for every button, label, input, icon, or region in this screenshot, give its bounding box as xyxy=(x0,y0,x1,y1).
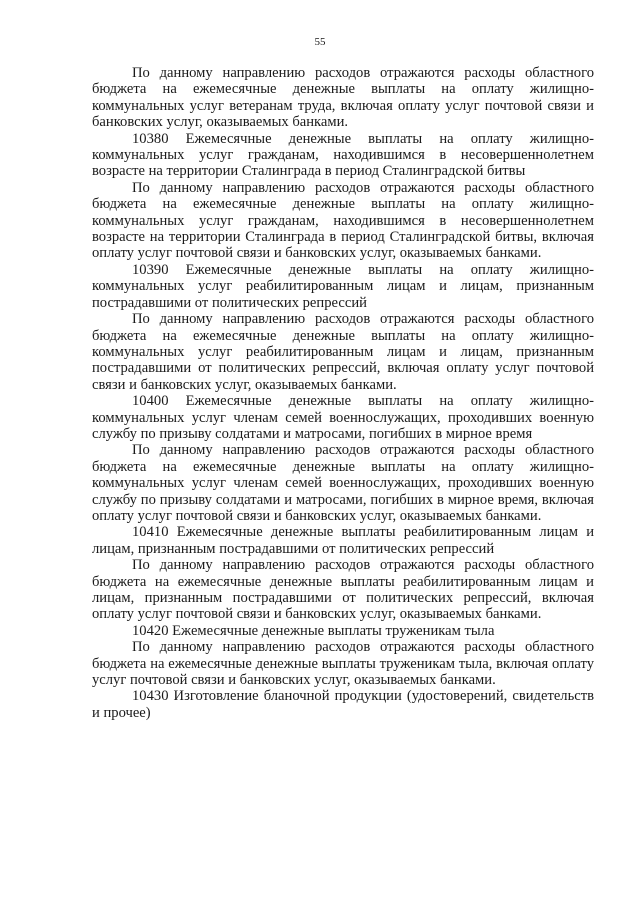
paragraph-expense-description: По данному направлению расходов отражаются расходы областного бюджета на ежемесячные денежные выплаты труженикам тыла, включая оплату услуг почтовой связи и банковских услуг, оказываемых банками. xyxy=(92,639,594,689)
paragraph-expense-description: По данному направлению расходов отражаются расходы областного бюджета на ежемесячные денежные выплаты на оплату жилищно-коммунальных услуг членам семей военнослужащих, проходивших военную службу по призыву солдатами и матросами, погибших в мирное время, включая оплату услуг почтовой связи и банковских услуг, оказываемых банками. xyxy=(92,442,594,524)
paragraph-code-10420-heading: 10420 Ежемесячные денежные выплаты труженикам тыла xyxy=(132,622,495,639)
paragraph-expense-description: По данному направлению расходов отражаются расходы областного бюджета на ежемесячные денежные выплаты на оплату жилищно-коммунальных услуг гражданам, находившимся в несовершеннолетнем возрасте на территории Сталинграда в период Сталинградской битвы, включая оплату услуг почтовой связи и банковских услуг, оказываемых банками. xyxy=(92,179,594,262)
paragraph-expense-description: По данному направлению расходов отражаются расходы областного бюджета на ежемесячные денежные выплаты на оплату жилищно-коммунальных услуг реабилитированным лицам и лицам, признанным пострадавшими от политических репрессий, включая оплату услуг почтовой связи и банковских услуг, оказываемых банками. xyxy=(92,311,594,393)
paragraph-code-10410-heading: 10410 Ежемесячные денежные выплаты реабилитированным лицам и лицам, признанным пострадавшими от политических репрессий xyxy=(92,524,594,557)
paragraph-expense-description: По данному направлению расходов отражаются расходы областного бюджета на ежемесячные денежные выплаты реабилитированным лицам и лицам, признанным пострадавшими от политических репрессий, включая оплату услуг почтовой связи и банковских услуг, оказываемых банками. xyxy=(92,557,594,623)
paragraph-code-10380-heading: 10380 Ежемесячные денежные выплаты на оплату жилищно-коммунальных услуг гражданам, находившимся в несовершеннолетнем возрасте на территории Сталинграда в период Сталинградской битвы xyxy=(92,130,594,180)
paragraph-code-10390-heading: 10390 Ежемесячные денежные выплаты на оплату жилищно-коммунальных услуг реабилитированным лицам и лицам, признанным пострадавшими от политических репрессий xyxy=(92,261,594,311)
document-body xyxy=(92,65,594,721)
page-number: 55 xyxy=(314,36,326,48)
paragraph-code-10430-heading: 10430 Изготовление бланочной продукции (удостоверений, свидетельств и прочее) xyxy=(92,688,594,721)
paragraph-code-10400-heading: 10400 Ежемесячные денежные выплаты на оплату жилищно-коммунальных услуг членам семей военнослужащих, проходивших военную службу по призыву солдатами и матросами, погибших в мирное время xyxy=(92,393,594,442)
paragraph-expense-description: По данному направлению расходов отражаются расходы областного бюджета на ежемесячные денежные выплаты на оплату жилищно-коммунальных услуг ветеранам труда, включая оплату услуг почтовой связи и банковских услуг, оказываемых банками. xyxy=(92,65,594,131)
